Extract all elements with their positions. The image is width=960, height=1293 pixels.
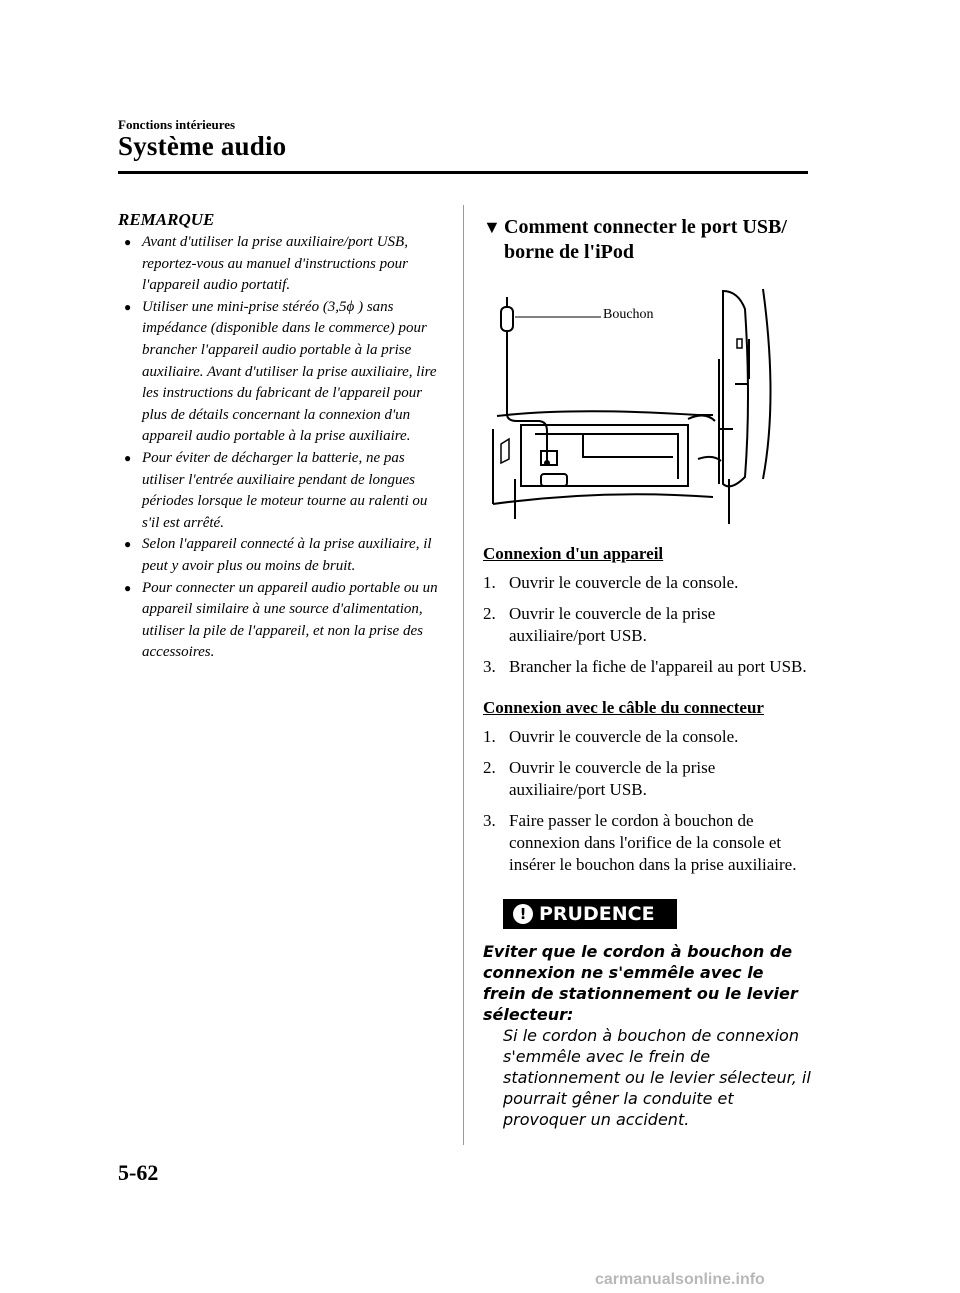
bullet-icon: ● <box>124 299 132 314</box>
console-illustration <box>483 279 811 524</box>
column-divider <box>463 205 464 1145</box>
caution-heading: Eviter que le cordon à bouchon de connexion ne s'emmêle avec le frein de stationnement ou le levier sélecteur: <box>483 942 798 1024</box>
step-item: 1. Ouvrir le couvercle de la console. <box>483 573 739 592</box>
page-title: Système audio <box>118 131 287 161</box>
remark-item: ● Pour éviter de décharger la batterie, ne pas utiliser l'entrée auxiliaire pendant de longues périodes lorsque le moteur tourne au ralenti ou s'il est arrêté. <box>124 449 428 531</box>
title-rule <box>118 171 808 174</box>
remark-item: ● Avant d'utiliser la prise auxiliaire/port USB, reportez-vous au manuel d'instructions pour l'appareil audio portatif. <box>124 234 408 294</box>
watermark: carmanualsonline.info <box>595 1271 765 1288</box>
section-label: Fonctions intérieures <box>118 117 236 132</box>
step-item: 1. Ouvrir le couvercle de la console. <box>483 727 739 746</box>
usb-section-heading: ▼ Comment connecter le port USB/ borne de l'iPod <box>483 216 787 263</box>
warning-icon: ! <box>513 904 533 924</box>
bouchon-label: Bouchon <box>603 307 654 322</box>
step-item: 3. Brancher la fiche de l'appareil au port USB. <box>483 657 807 676</box>
step-item: 3. Faire passer le cordon à bouchon de connexion dans l'orifice de la console et insérer le bouchon dans la prise auxiliaire. <box>483 811 797 874</box>
procedure-connector-cable <box>483 698 811 876</box>
bullet-icon: ● <box>124 580 132 595</box>
triangle-down-icon: ▼ <box>483 217 501 237</box>
step-item: 2. Ouvrir le couvercle de la prise auxiliaire/port USB. <box>483 604 716 645</box>
step-list <box>483 572 811 678</box>
remark-list <box>118 232 440 664</box>
caution-badge-label: PRUDENCE <box>539 903 655 925</box>
procedure-title: Connexion d'un appareil <box>483 544 664 563</box>
step-list <box>483 726 811 876</box>
bullet-icon: ● <box>124 235 132 249</box>
remark-item: ● Selon l'appareil connecté à la prise auxiliaire, il peut y avoir plus ou moins de bruit. <box>124 536 432 574</box>
procedure-title: Connexion avec le câble du connecteur <box>483 698 764 717</box>
remark-item: ● Pour connecter un appareil audio portable ou un appareil similaire à une source d'alimentation, utiliser la pile de l'appareil, et non la prise des accessoires. <box>124 579 438 661</box>
procedure-connect-device <box>483 544 811 678</box>
remark-block <box>118 210 440 664</box>
caution-badge <box>503 899 677 929</box>
usb-section <box>483 215 811 1130</box>
page-number: 5-62 <box>118 1160 159 1185</box>
step-item: 2. Ouvrir le couvercle de la prise auxiliaire/port USB. <box>483 758 716 799</box>
remark-item: ● Utiliser une mini-prise stéréo (3,5ϕ ) sans impédance (disponible dans le commerce) pour brancher l'appareil audio portable à la prise auxiliaire. Avant d'utiliser la prise auxiliaire, lire les instructions du fabricant de l'appareil pour plus de détails concernant la connexion d'un appareil audio portable à la prise auxiliaire. <box>124 298 437 445</box>
bullet-icon: ● <box>124 450 132 465</box>
bullet-icon: ● <box>124 537 132 552</box>
caution-body: Si le cordon à bouchon de connexion s'emmêle avec le frein de stationnement ou le levier sélecteur, il pourrait gêner la conduite et provoquer un accident. <box>503 1026 811 1129</box>
remark-title: REMARQUE <box>118 210 215 229</box>
